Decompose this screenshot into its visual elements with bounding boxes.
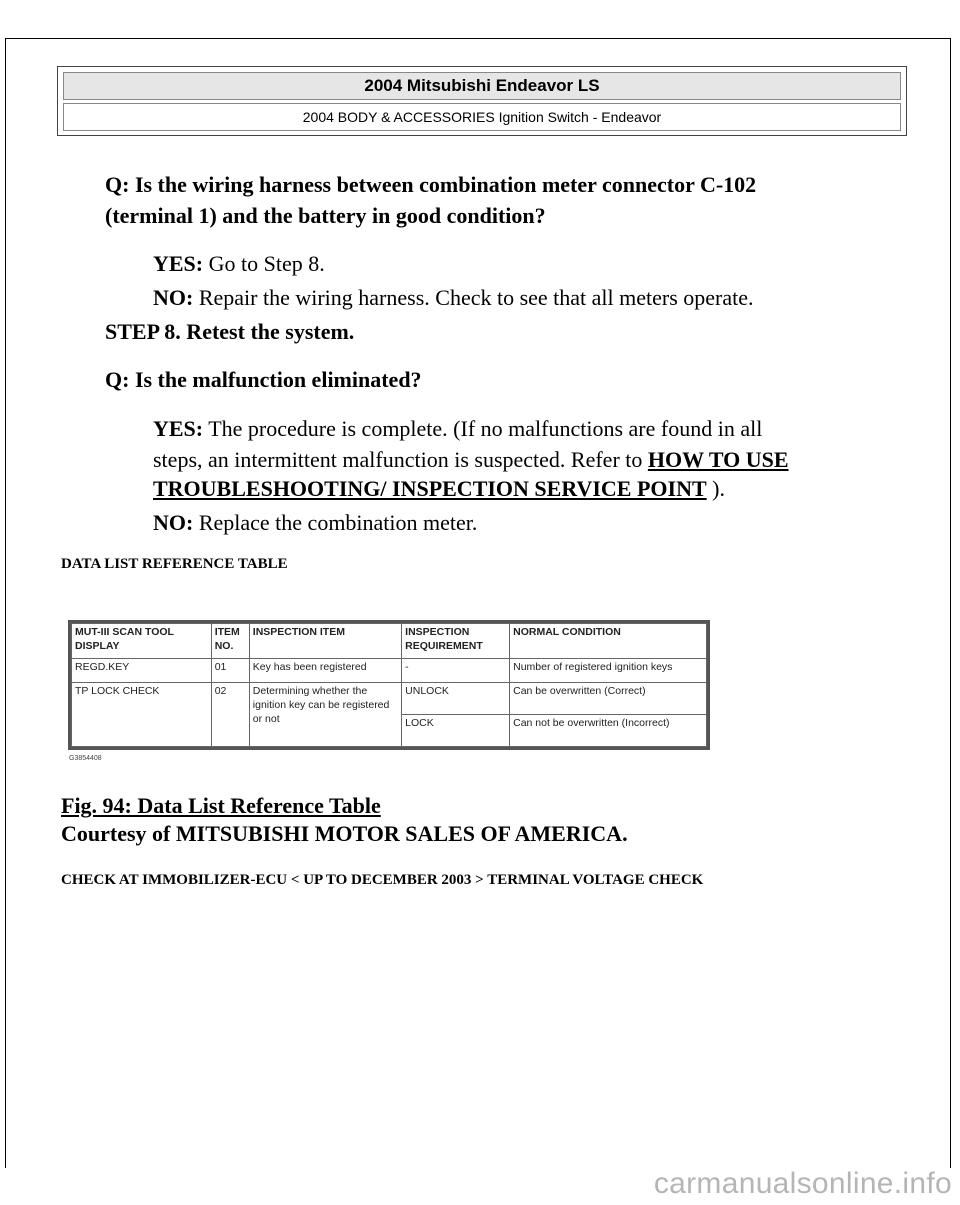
yes-label: YES:	[153, 251, 204, 276]
table-cell: UNLOCK	[402, 683, 510, 715]
table-cell: Determining whether the ignition key can be registered or not	[249, 683, 401, 747]
no-text: Replace the combination meter.	[193, 510, 478, 535]
header-scan-tool: MUT-III SCAN TOOL DISPLAY	[72, 624, 212, 659]
table-cell: LOCK	[402, 715, 510, 747]
table-cell: 01	[211, 659, 249, 683]
question-1-line-2: (terminal 1) and the battery in good condition?	[105, 203, 546, 228]
q2-yes-line-2	[153, 444, 789, 475]
check-heading: CHECK AT IMMOBILIZER-ECU < UP TO DECEMBER 2003 > TERMINAL VOLTAGE CHECK	[61, 872, 704, 888]
no-label: NO:	[153, 510, 194, 535]
yes-label: YES:	[153, 416, 204, 441]
yes-text-3: ).	[706, 476, 725, 501]
q1-no-answer	[153, 282, 754, 313]
data-list-table	[71, 623, 707, 747]
table-cell: REGD.KEY	[72, 659, 212, 683]
header-normal-condition: NORMAL CONDITION	[510, 624, 707, 659]
q2-no-answer	[153, 507, 477, 538]
yes-text: Go to Step 8.	[203, 251, 325, 276]
table-cell: Can be overwritten (Correct)	[510, 683, 707, 715]
troubleshooting-link[interactable]: TROUBLESHOOTING/ INSPECTION SERVICE POINT	[153, 476, 707, 501]
header-title: 2004 Mitsubishi Endeavor LS	[63, 72, 901, 100]
table-cell: Can not be overwritten (Incorrect)	[510, 715, 707, 747]
table-cell: Key has been registered	[249, 659, 401, 683]
question-2: Q: Is the malfunction eliminated?	[105, 367, 422, 392]
courtesy-line: Courtesy of MITSUBISHI MOTOR SALES OF AMERICA.	[61, 821, 628, 846]
question-1-line-1: Q: Is the wiring harness between combination meter connector C-102	[105, 172, 757, 197]
table-header-row	[72, 624, 707, 659]
header-item-no: ITEM NO.	[211, 624, 249, 659]
watermark: carmanualsonline.info	[653, 1167, 952, 1200]
no-text: Repair the wiring harness. Check to see that all meters operate.	[193, 285, 754, 310]
no-label: NO:	[153, 285, 194, 310]
q2-yes-line-1	[153, 413, 762, 444]
q2-yes-line-3	[153, 473, 725, 504]
step-8-heading: STEP 8. Retest the system.	[105, 319, 355, 344]
header-inspection-requirement: INSPECTION REQUIREMENT	[402, 624, 510, 659]
table-cell: 02	[211, 683, 249, 747]
q1-yes-answer	[153, 248, 325, 279]
header-subtitle: 2004 BODY & ACCESSORIES Ignition Switch - Endeavor	[63, 103, 901, 131]
table-cell: -	[402, 659, 510, 683]
yes-text: The procedure is complete. (If no malfunctions are found in all	[203, 416, 763, 441]
table-row	[72, 683, 707, 715]
table-row	[72, 659, 707, 683]
document-header	[57, 66, 907, 136]
data-list-heading: DATA LIST REFERENCE TABLE	[61, 556, 288, 572]
yes-text-2: steps, an intermittent malfunction is suspected. Refer to	[153, 447, 648, 472]
table-cell: TP LOCK CHECK	[72, 683, 212, 747]
table-cell: Number of registered ignition keys	[510, 659, 707, 683]
how-to-use-link[interactable]: HOW TO USE	[647, 447, 789, 472]
figure-caption[interactable]: Fig. 94: Data List Reference Table	[61, 793, 381, 818]
data-list-figure	[68, 620, 710, 750]
figure-code: G3854408	[69, 755, 102, 762]
header-inspection-item: INSPECTION ITEM	[249, 624, 401, 659]
